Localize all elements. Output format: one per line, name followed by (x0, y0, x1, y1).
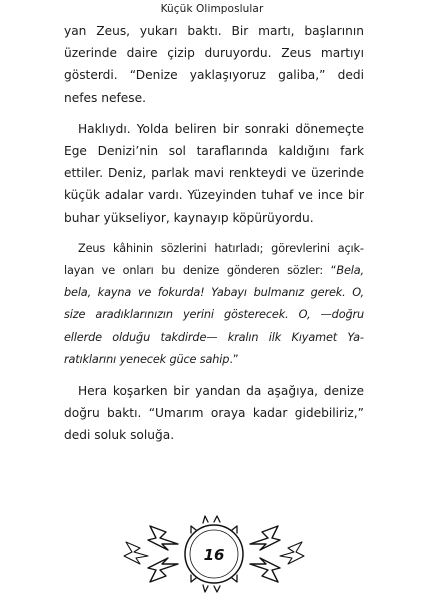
paragraph-3-intro: Zeus kâhinin sözlerini hatırladı; görevlerini açıklayan ve onları bu denize gönderen sözler: “ (64, 241, 364, 278)
paragraph-3 (64, 238, 364, 371)
page-body (64, 20, 364, 456)
page-number-ornament (122, 512, 306, 598)
page-number: 16 (203, 546, 225, 564)
running-header: Küçük Olimposlular (160, 3, 264, 15)
oracle-quote: Bela, bela, kayna ve fokurda! Yabayı bulmanız gerek. O, size aradıklarınızın yerini gösterecek. O, —doğru ellerde olduğu takdirde— kralın ilk Kıyamet Yaratıklarını yenecek güce sahip (64, 264, 364, 366)
paragraph-4: Hera koşarken bir yandan da aşağıya, denize doğru baktı. “Umarım oraya kadar gidebiliriz,” dedi soluk soluğa. (64, 384, 364, 443)
lightning-bolt-icon (124, 526, 178, 582)
paragraph-1: yan Zeus, yukarı baktı. Bir martı, başlarının üzerinde daire çizip duruyordu. Zeus martıyı gösterdi. “Denize yaklaşıyoruz galiba,” dedi nefes nefese. (64, 24, 364, 105)
paragraph-3-outro: .” (229, 352, 239, 366)
lightning-bolt-icon (250, 526, 304, 582)
paragraph-2: Haklıydı. Yolda beliren bir sonraki dönemeçte Ege Denizi’nin sol taraflarında kaldığını fark ettiler. Deniz, parlak mavi renkteydi ve üzerinde küçük adalar vardı. Yüzeyinden tuhaf ve ince bir buhar yükseliyor, kaynayıp köpürüyordu. (64, 121, 364, 225)
